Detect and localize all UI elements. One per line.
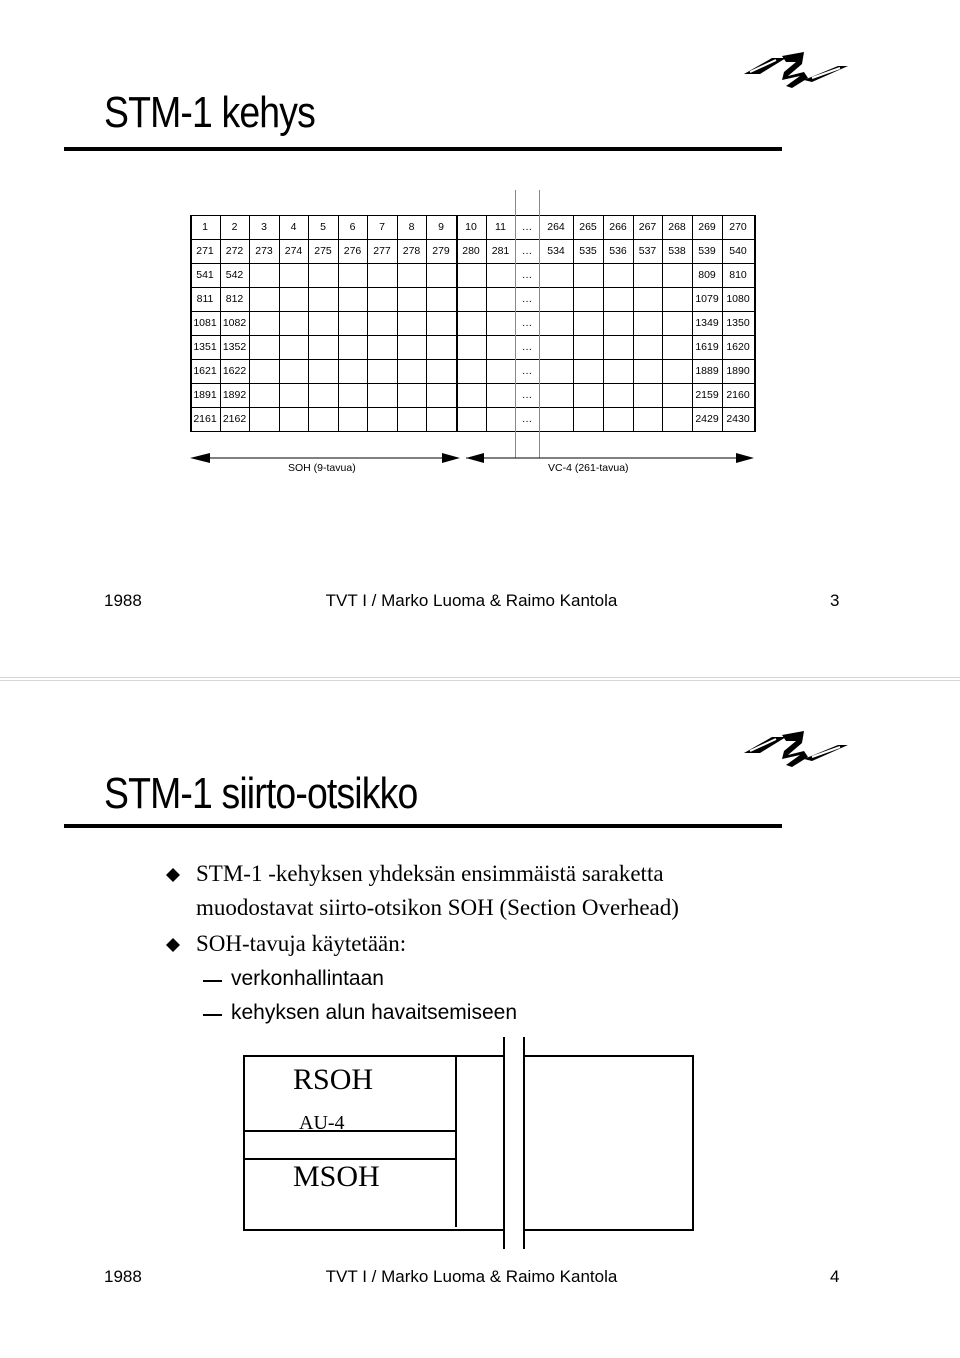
frame-cell: [539, 335, 573, 359]
frame-cell: [426, 287, 456, 311]
frame-cell: …: [521, 293, 533, 305]
frame-cell: 281: [491, 245, 510, 257]
frame-cell: [367, 335, 397, 359]
frame-cell: 2162: [222, 413, 247, 425]
frame-vline: [722, 215, 723, 432]
frame-hline: [190, 287, 754, 288]
frame-cell: [539, 383, 573, 407]
frame-cell: [456, 359, 486, 383]
footer-page-number: 4: [830, 1267, 840, 1286]
frame-row: [190, 383, 754, 407]
frame-cell: [367, 287, 397, 311]
frame-cell: 1349: [695, 317, 719, 329]
byte-span-arrows: [190, 448, 754, 468]
frame-cell: 2160: [726, 389, 750, 401]
msoh-label: MSOH: [293, 1160, 380, 1193]
frame-cell: 277: [373, 245, 391, 257]
frame-cell: 9: [438, 221, 444, 233]
frame-cell: [486, 359, 515, 383]
sub-item-1: verkonhallintaan: [231, 967, 384, 990]
frame-cell: [249, 407, 279, 431]
frame-cell: [662, 335, 692, 359]
frame-break-line: [515, 190, 516, 458]
frame-cell: 278: [402, 245, 421, 257]
frame-cell: [249, 263, 279, 287]
frame-vline: [338, 215, 339, 432]
frame-vline: [249, 215, 250, 432]
frame-cell: [367, 359, 397, 383]
vc4-span-label: VC-4 (261-tavua): [548, 462, 629, 474]
frame-cell: [338, 311, 367, 335]
frame-cell: 4: [290, 221, 297, 233]
frame-cell: [456, 335, 486, 359]
frame-cell: 542: [225, 269, 244, 281]
frame-hline: [190, 383, 754, 384]
frame-cell: [338, 407, 367, 431]
frame-vline: [308, 215, 309, 432]
frame-cell: 269: [698, 221, 716, 233]
bullet-1-line-1: STM-1 -kehyksen yhdeksän ensimmäistä saraketta: [196, 861, 664, 886]
course-logo-icon: [742, 727, 850, 769]
frame-cell: [603, 287, 633, 311]
frame-cell: 1621: [193, 365, 217, 377]
frame-cell: [573, 359, 603, 383]
frame-cell: [603, 359, 633, 383]
frame-cell: 1619: [695, 341, 719, 353]
frame-cell: 809: [698, 269, 716, 281]
frame-cell: [662, 359, 692, 383]
frame-vline: [573, 215, 574, 432]
frame-cell: 275: [314, 245, 332, 257]
frame-vline: [692, 215, 693, 432]
frame-vline: [220, 215, 221, 432]
frame-row: [190, 311, 754, 335]
frame-cell: 264: [547, 221, 565, 233]
frame-vline: [662, 215, 663, 432]
frame-cell: [279, 287, 308, 311]
frame-cell: 266: [609, 221, 627, 233]
frame-cell: 265: [579, 221, 597, 233]
frame-cell: [279, 383, 308, 407]
frame-cell: [308, 407, 338, 431]
frame-cell: 1352: [222, 341, 247, 353]
bullet-1-line-2: muodostavat siirto-otsikon SOH (Section Overhead): [196, 895, 679, 920]
frame-cell: 2159: [695, 389, 719, 401]
frame-cell: [249, 287, 279, 311]
frame-vline: [279, 215, 280, 432]
frame-cell: …: [521, 413, 533, 425]
frame-cell: 540: [729, 245, 747, 257]
frame-cell: [456, 263, 486, 287]
frame-vline: [426, 215, 427, 432]
frame-cell: 276: [343, 245, 362, 257]
frame-vline: [603, 215, 604, 432]
frame-cell: [633, 335, 662, 359]
stm1-frame-table: [190, 215, 754, 432]
rsoh-divider: [245, 1130, 455, 1132]
frame-cell: [249, 359, 279, 383]
frame-row: [190, 335, 754, 359]
frame-cell: [338, 359, 367, 383]
frame-cell: [397, 359, 426, 383]
frame-cell: 1892: [222, 389, 247, 401]
frame-cell: 273: [255, 245, 273, 257]
frame-hline: [190, 263, 754, 264]
frame-cell: 1620: [726, 341, 750, 353]
frame-vline: [367, 215, 368, 432]
frame-cell: 1: [202, 221, 208, 233]
frame-cell: 6: [349, 221, 356, 233]
frame-cell: [573, 287, 603, 311]
slide-3: [0, 0, 960, 678]
slide-4: [0, 680, 960, 1358]
frame-cell: [603, 383, 633, 407]
dash-marker: [203, 980, 222, 982]
frame-cell: 537: [638, 245, 657, 257]
frame-cell: 272: [225, 245, 244, 257]
frame-cell: 1082: [222, 317, 247, 329]
footer-author: TVT I / Marko Luoma & Raimo Kantola: [325, 1267, 618, 1286]
frame-cell: [486, 383, 515, 407]
frame-hline: [190, 407, 754, 408]
frame-cell: [456, 287, 486, 311]
frame-cell: [308, 383, 338, 407]
frame-cell: [539, 263, 573, 287]
frame-cell: [662, 407, 692, 431]
frame-row: [190, 407, 754, 431]
frame-cell: 2: [231, 221, 238, 233]
footer-year: 1988: [104, 591, 142, 610]
frame-break-line: [539, 190, 540, 458]
frame-cell: 274: [284, 245, 303, 257]
frame-cell: 541: [196, 269, 214, 281]
frame-cell: 3: [261, 221, 267, 233]
frame-cell: [279, 335, 308, 359]
frame-cell: [367, 383, 397, 407]
footer-page-number: 3: [830, 591, 840, 610]
frame-cell: 2429: [695, 413, 719, 425]
frame-cell: …: [521, 389, 533, 401]
frame-cell: [426, 263, 456, 287]
frame-cell: [426, 311, 456, 335]
frame-row: [190, 215, 754, 239]
frame-hline: [190, 335, 754, 336]
frame-vline: [486, 215, 487, 432]
rsoh-label: RSOH: [293, 1063, 374, 1096]
frame-cell: [338, 383, 367, 407]
frame-cell: [633, 407, 662, 431]
frame-cell: 536: [609, 245, 627, 257]
dash-marker: [203, 1014, 222, 1016]
break-line-right: [523, 1037, 525, 1249]
frame-cell: [338, 263, 367, 287]
title-underline: [64, 824, 782, 828]
frame-cell: 271: [196, 245, 214, 257]
frame-row: [190, 359, 754, 383]
frame-cell: [486, 335, 515, 359]
frame-cell: [279, 311, 308, 335]
frame-cell: [249, 383, 279, 407]
frame-cell: [573, 335, 603, 359]
frame-cell: 2161: [193, 413, 217, 425]
frame-row: [190, 287, 754, 311]
frame-cell: [662, 311, 692, 335]
frame-cell: [456, 407, 486, 431]
frame-cell: [633, 383, 662, 407]
frame-cell: [397, 335, 426, 359]
frame-cell: 279: [432, 245, 450, 257]
frame-cell: 5: [320, 221, 326, 233]
frame-cell: [486, 263, 515, 287]
frame-cell: 1622: [222, 365, 247, 377]
frame-cell: [539, 407, 573, 431]
frame-cell: [279, 263, 308, 287]
frame-cell: 538: [668, 245, 686, 257]
frame-cell: 535: [579, 245, 597, 257]
slide-title: STM-1 siirto-otsikko: [104, 769, 418, 818]
frame-cell: [308, 359, 338, 383]
frame-cell: 1080: [726, 293, 750, 305]
frame-cell: 7: [379, 221, 385, 233]
break-gap: [503, 1037, 525, 1249]
frame-cell: 1351: [193, 341, 217, 353]
frame-cell: [573, 383, 603, 407]
frame-cell: [249, 311, 279, 335]
frame-cell: [603, 407, 633, 431]
frame-cell: [367, 311, 397, 335]
frame-cell: [308, 311, 338, 335]
frame-cell: [397, 263, 426, 287]
footer-author: TVT I / Marko Luoma & Raimo Kantola: [325, 591, 618, 610]
frame-cell: [486, 311, 515, 335]
frame-cell: …: [521, 341, 533, 353]
frame-cell: [426, 359, 456, 383]
frame-cell: [308, 263, 338, 287]
frame-cell: [603, 335, 633, 359]
frame-vline: [397, 215, 398, 432]
frame-cell: [633, 263, 662, 287]
au4-label: AU-4: [299, 1112, 345, 1134]
frame-cell: [367, 263, 397, 287]
frame-cell: [426, 383, 456, 407]
frame-cell: [367, 407, 397, 431]
soh-span-label: SOH (9-tavua): [288, 462, 356, 474]
frame-cell: 11: [495, 221, 506, 233]
frame-cell: 1890: [726, 365, 750, 377]
sub-item-2: kehyksen alun havaitsemiseen: [231, 1001, 518, 1024]
frame-cell: [397, 407, 426, 431]
frame-cell: 534: [547, 245, 565, 257]
frame-cell: [633, 287, 662, 311]
frame-cell: [603, 311, 633, 335]
frame-cell: [539, 311, 573, 335]
frame-hline: [190, 311, 754, 312]
frame-cell: 1889: [695, 365, 719, 377]
frame-cell: …: [521, 245, 533, 257]
frame-hline: [190, 239, 754, 240]
frame-cell: 1350: [726, 317, 750, 329]
frame-cell: 2430: [726, 413, 750, 425]
frame-cell: [397, 287, 426, 311]
frame-cell: 8: [408, 221, 415, 233]
frame-cell: …: [521, 365, 533, 377]
course-logo-icon: [742, 48, 850, 90]
frame-cell: [662, 263, 692, 287]
frame-vline: [456, 215, 458, 432]
frame-row: [190, 263, 754, 287]
frame-cell: [279, 359, 308, 383]
frame-cell: 1079: [695, 293, 719, 305]
frame-cell: [573, 407, 603, 431]
frame-cell: [539, 287, 573, 311]
frame-cell: 268: [668, 221, 686, 233]
frame-hline: [190, 215, 754, 216]
frame-cell: [279, 407, 308, 431]
title-underline: [64, 147, 782, 151]
frame-cell: [633, 359, 662, 383]
frame-cell: [633, 311, 662, 335]
frame-cell: [456, 383, 486, 407]
frame-cell: [308, 287, 338, 311]
frame-cell: [308, 335, 338, 359]
frame-cell: [573, 263, 603, 287]
break-line-left: [503, 1037, 505, 1249]
frame-cell: [539, 359, 573, 383]
frame-cell: [486, 287, 515, 311]
slide-title: STM-1 kehys: [104, 88, 315, 137]
frame-row: [190, 239, 754, 263]
frame-cell: [249, 335, 279, 359]
frame-cell: 10: [465, 221, 477, 233]
footer-year: 1988: [104, 1267, 142, 1286]
frame-cell: [338, 335, 367, 359]
frame-vline: [754, 215, 756, 432]
frame-cell: 810: [729, 269, 747, 281]
bullet-diamond-icon: [166, 868, 180, 882]
frame-cell: 539: [698, 245, 716, 257]
frame-cell: 270: [729, 221, 747, 233]
frame-cell: [603, 263, 633, 287]
frame-cell: [486, 407, 515, 431]
frame-cell: [397, 311, 426, 335]
frame-cell: …: [521, 317, 533, 329]
frame-cell: 812: [225, 293, 244, 305]
bullet-diamond-icon: [166, 938, 180, 952]
frame-cell: [456, 311, 486, 335]
frame-cell: 811: [196, 293, 214, 305]
frame-vline: [190, 215, 192, 432]
frame-cell: …: [521, 221, 533, 233]
frame-cell: [338, 287, 367, 311]
frame-cell: …: [521, 269, 533, 281]
frame-cell: 280: [462, 245, 480, 257]
frame-cell: [573, 311, 603, 335]
frame-cell: 267: [638, 221, 657, 233]
frame-cell: 1891: [193, 389, 217, 401]
frame-cell: [426, 407, 456, 431]
frame-cell: [397, 383, 426, 407]
frame-hline: [190, 359, 754, 360]
bullet-2: SOH-tavuja käytetään:: [196, 931, 407, 956]
frame-cell: [662, 287, 692, 311]
frame-vline: [633, 215, 634, 432]
frame-cell: [662, 383, 692, 407]
frame-cell: 1081: [193, 317, 217, 329]
frame-cell: [426, 335, 456, 359]
frame-hline: [190, 431, 754, 432]
